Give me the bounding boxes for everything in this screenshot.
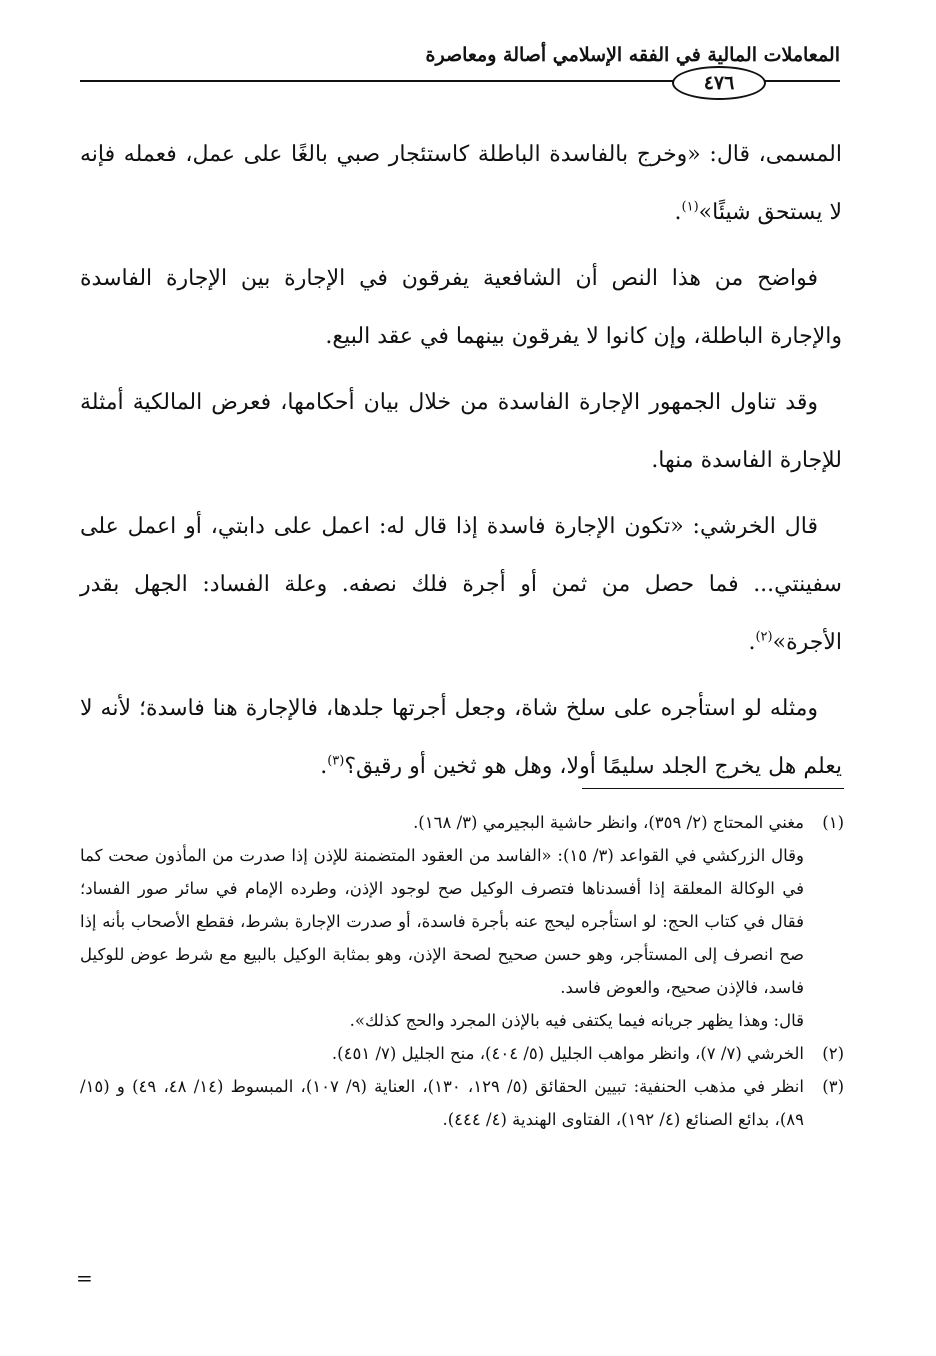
footnote-1-continuation: وقال الزركشي في القواعد (٣/ ١٥): «الفاسد من العقود المتضمنة للإذن إذا صدرت من المأذون صحت كما في الوكالة المعلقة إذا أفسدناها فتصرف الوكيل صح لوجود الإذن، وطرده الإمام في سائر صور الفساد؛ فقال في كتاب الحج: لو استأجره ليحج عنه بأجرة فاسدة، أو صدرت الإجارة بشرط، فقطع الأصحاب بأنه إذا صح انصرف إلى المستأجر، وهو حسن صحيح لصحة الإذن، وهو بمثابة الوكيل بالبيع مع شرط عوض للوكيل فاسد، فالإذن صحيح، والعوض فاسد. <box>80 846 804 997</box>
footnote-2 <box>80 1037 844 1070</box>
footnote-ref-2[interactable]: (٢) <box>755 629 773 645</box>
page-number-oval: ٤٧٦ <box>672 66 766 100</box>
footnote-separator <box>582 788 844 789</box>
footnote-text: مغني المحتاج (٢/ ٣٥٩)، وانظر حاشية البجيرمي (٣/ ١٦٨). <box>413 813 804 832</box>
paragraph-4: قال الخرشي: «تكون الإجارة فاسدة إذا قال له: اعمل على دابتي، أو اعمل على سفينتي... فما حصل من ثمن أو أجرة فلك نصفه. وعلة الفساد: الجهل بقدر الأجرة»$^{(٢)}$. <box>80 514 842 655</box>
footnote-text: انظر في مذهب الحنفية: تبيين الحقائق (٥/ ١٢٩، ١٣٠)، العناية (٩/ ١٠٧)، المبسوط (١٤/ ٤٨، ٤٩) و (١٥/ ٨٩)، بدائع الصنائع (٤/ ١٩٢)، الفتاوى الهندية (٤/ ٤٤٤). <box>80 1077 804 1129</box>
paragraph-5: ومثله لو استأجره على سلخ شاة، وجعل أجرتها جلدها، فالإجارة هنا فاسدة؛ لأنه لا يعلم هل يخرج الجلد سليمًا أولا، وهل هو ثخين أو رقيق؟$^{(٣)}$. <box>80 696 842 779</box>
footnotes-section <box>80 806 844 1136</box>
continuation-mark: = <box>76 1266 93 1290</box>
footnote-ref-3[interactable]: (٣) <box>327 753 345 769</box>
footnote-1 <box>80 806 844 839</box>
footnote-number: (٣) <box>822 1077 844 1096</box>
footnote-number: (٢) <box>822 1044 844 1063</box>
footnote-1-continuation-2: قال: وهذا يظهر جريانه فيما يكتفى فيه بالإذن المجرد والحج كذلك». <box>349 1011 804 1030</box>
paragraph-2: فواضح من هذا النص أن الشافعية يفرقون في الإجارة بين الإجارة الفاسدة والإجارة الباطلة، وإن كانوا لا يفرقون بينهما في عقد البيع. <box>80 266 842 349</box>
footnote-text: الخرشي (٧/ ٧)، وانظر مواهب الجليل (٥/ ٤٠٤)، منح الجليل (٧/ ٤٥١). <box>331 1044 804 1063</box>
running-header-title: المعاملات المالية في الفقه الإسلامي أصالة ومعاصرة <box>425 44 840 66</box>
footnote-3 <box>80 1070 844 1136</box>
paragraph-1: المسمى، قال: «وخرج بالفاسدة الباطلة كاستئجار صبي بالغًا على عمل، فعمله فإنه لا يستحق شيئًا»$^{(١)}$. <box>80 142 842 225</box>
paragraph-3: وقد تناول الجمهور الإجارة الفاسدة من خلال بيان أحكامها، فعرض المالكية أمثلة للإجارة الفاسدة منها. <box>80 390 842 473</box>
main-text <box>80 126 842 804</box>
footnote-ref-1[interactable]: (١) <box>681 199 699 215</box>
footnote-number: (١) <box>822 813 844 832</box>
